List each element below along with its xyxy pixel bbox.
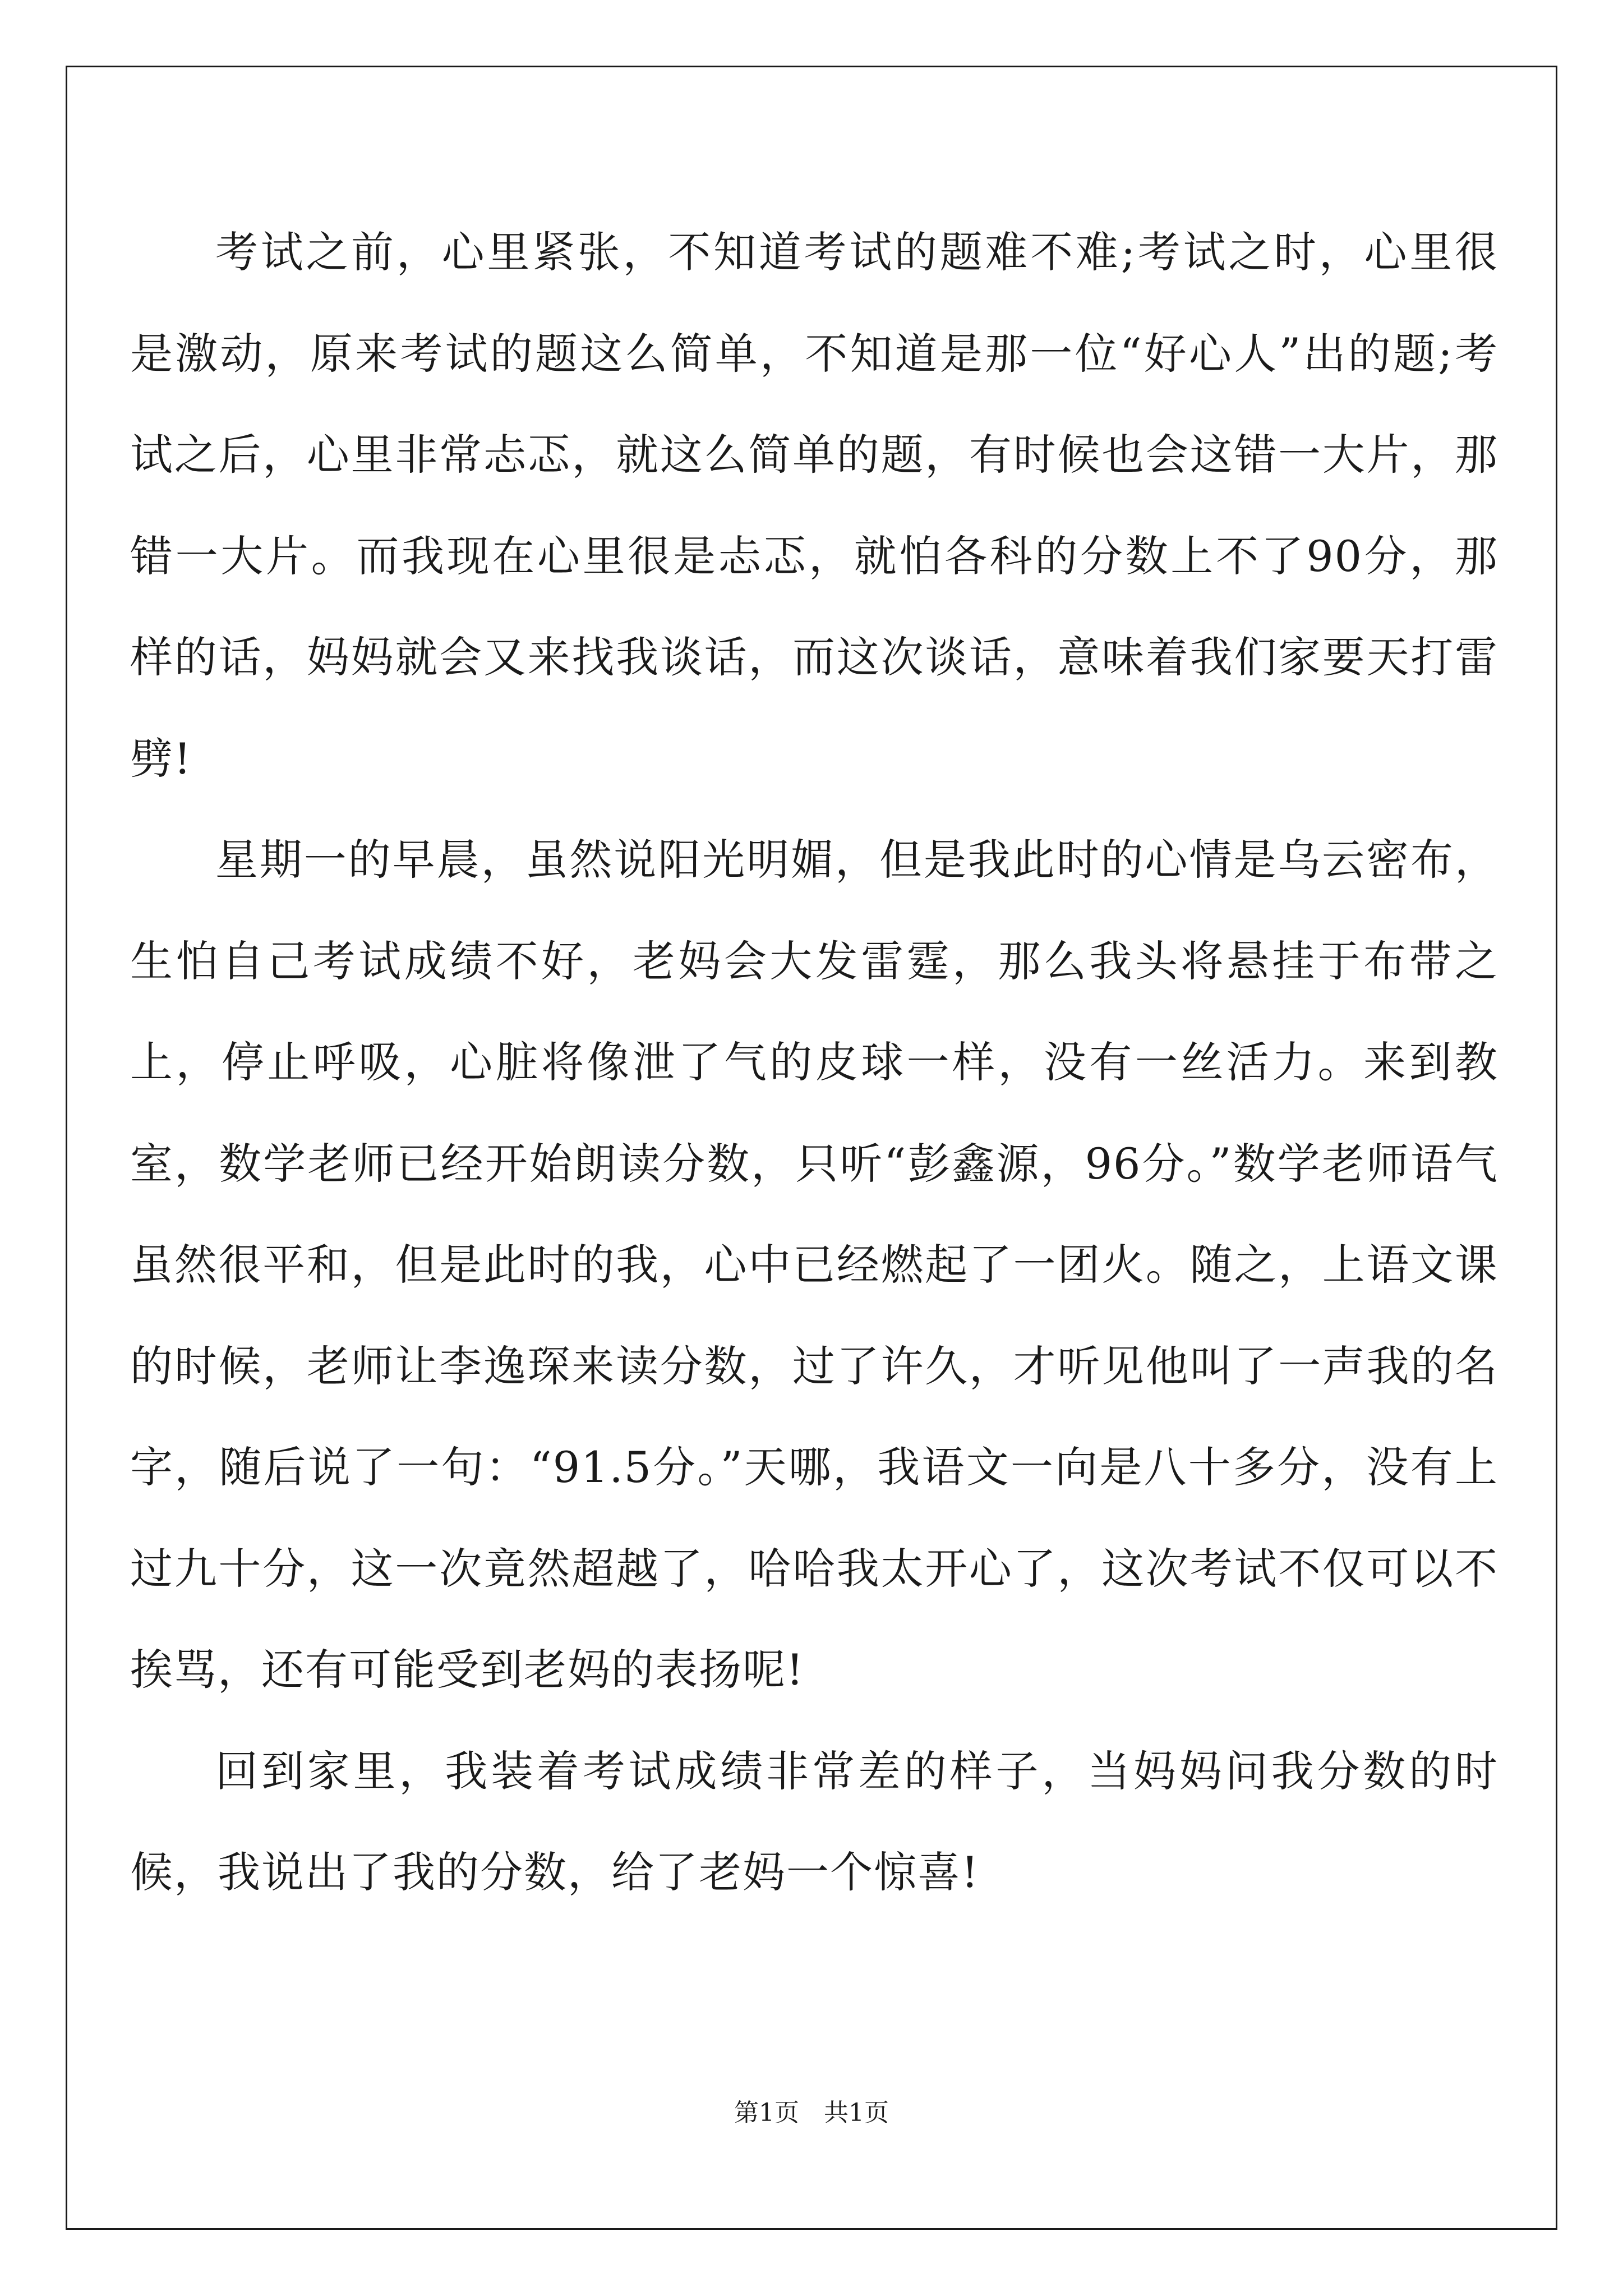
page-number: 第1页 [734, 2099, 799, 2127]
document-body [130, 202, 1498, 1924]
page-total: 共1页 [824, 2099, 889, 2127]
page-footer [0, 2092, 1623, 2128]
paragraph-2: 星期一的早晨，虽然说阳光明媚，但是我此时的心情是乌云密布，生怕自己考试成绩不好，老妈会大发雷霆，那么我头将悬挂于布带之上，停止呼吸，心脏将像泄了气的皮球一样，没有一丝活力。来到教室，数学老师已经开始朗读分数，只听“彭鑫源，96分。”数学老师语气虽然很平和，但是此时的我，心中已经燃起了一团火。随之，上语文课的时候，老师让李逸琛来读分数，过了许久，才听见他叫了一声我的名字，随后说了一句：“91.5分。”天哪，我语文一向是八十多分，没有上过九十分，这一次竟然超越了，哈哈我太开心了，这次考试不仅可以不挨骂，还有可能受到老妈的表扬呢! [130, 835, 1498, 1695]
paragraph-3: 回到家里，我装着考试成绩非常差的样子，当妈妈问我分数的时候，我说出了我的分数，给了老妈一个惊喜! [130, 1746, 1498, 1897]
paragraph-1: 考试之前，心里紧张，不知道考试的题难不难;考试之时，心里很是激动，原来考试的题这么简单，不知道是那一位“好心人”出的题;考试之后，心里非常忐忑，就这么简单的题，有时候也会这错一大片，那错一大片。而我现在心里很是忐忑，就怕各科的分数上不了90分，那样的话，妈妈就会又来找我谈话，而这次谈话，意味着我们家要天打雷劈! [130, 227, 1498, 784]
